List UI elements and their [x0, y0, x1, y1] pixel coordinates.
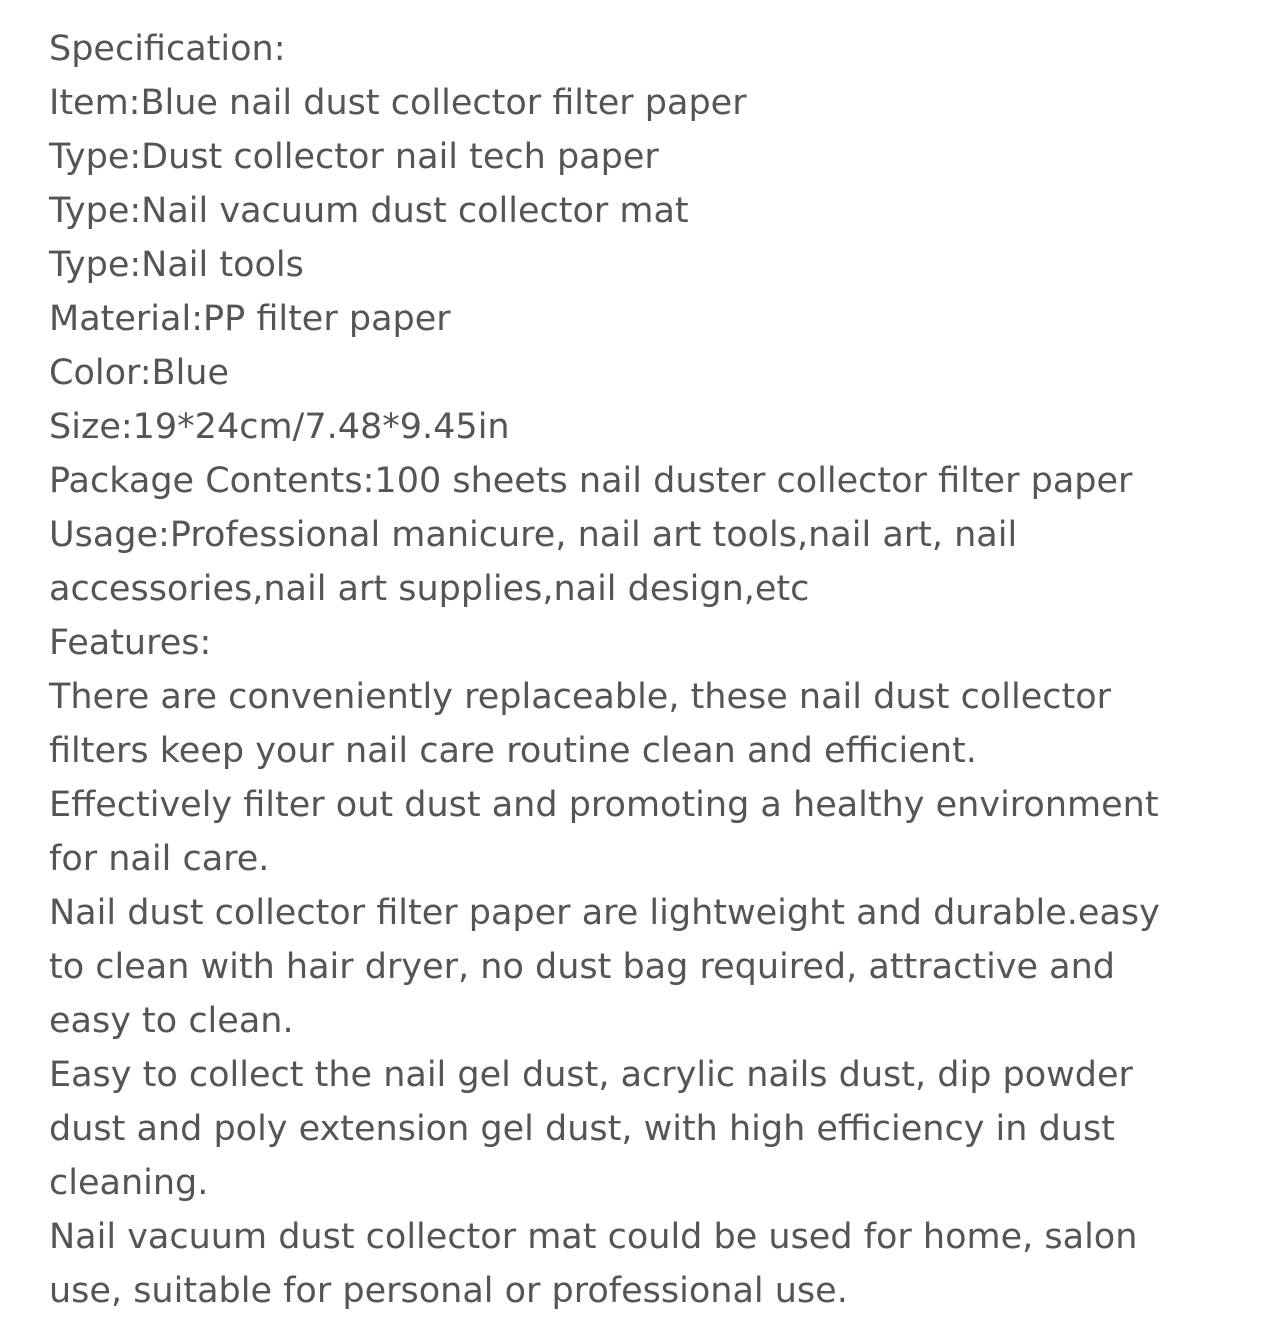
feature-3-line-1: Nail dust collector filter paper are lightweight and durable.easy — [49, 893, 1160, 933]
feature-1-line-1: There are conveniently replaceable, these nail dust collector — [49, 677, 1112, 717]
spec-material: Material:PP filter paper — [49, 299, 451, 339]
feature-3-line-3: easy to clean. — [49, 1001, 294, 1041]
spec-usage-line-2: accessories,nail art supplies,nail design,etc — [49, 569, 810, 609]
feature-3-line-2: to clean with hair dryer, no dust bag required, attractive and — [49, 947, 1116, 987]
spec-size: Size:19*24cm/7.48*9.45in — [49, 407, 510, 447]
feature-4-line-1: Easy to collect the nail gel dust, acrylic nails dust, dip powder — [49, 1055, 1133, 1095]
specification-section — [49, 22, 1274, 616]
feature-2-line-2: for nail care. — [49, 839, 270, 879]
features-section — [49, 616, 1274, 1318]
spec-usage-line-1: Usage:Professional manicure, nail art tools,nail art, nail — [49, 515, 1018, 555]
spec-type-1: Type:Dust collector nail tech paper — [49, 137, 659, 177]
spec-color: Color:Blue — [49, 353, 230, 393]
feature-5-line-1: Nail vacuum dust collector mat could be used for home, salon — [49, 1217, 1138, 1257]
spec-type-2: Type:Nail vacuum dust collector mat — [49, 191, 689, 231]
spec-package-contents: Package Contents:100 sheets nail duster collector filter paper — [49, 461, 1133, 501]
feature-4-line-2: dust and poly extension gel dust, with high efficiency in dust — [49, 1109, 1115, 1149]
feature-2-line-1: Effectively filter out dust and promoting a healthy environment — [49, 785, 1159, 825]
product-description — [49, 22, 1274, 1318]
feature-5-line-2: use, suitable for personal or professional use. — [49, 1271, 848, 1311]
feature-4-line-3: cleaning. — [49, 1163, 209, 1203]
specification-heading: Specification: — [49, 29, 286, 69]
spec-type-3: Type:Nail tools — [49, 245, 304, 285]
features-heading: Features: — [49, 623, 212, 663]
spec-item: Item:Blue nail dust collector filter paper — [49, 83, 747, 123]
feature-1-line-2: filters keep your nail care routine clean and efficient. — [49, 731, 977, 771]
